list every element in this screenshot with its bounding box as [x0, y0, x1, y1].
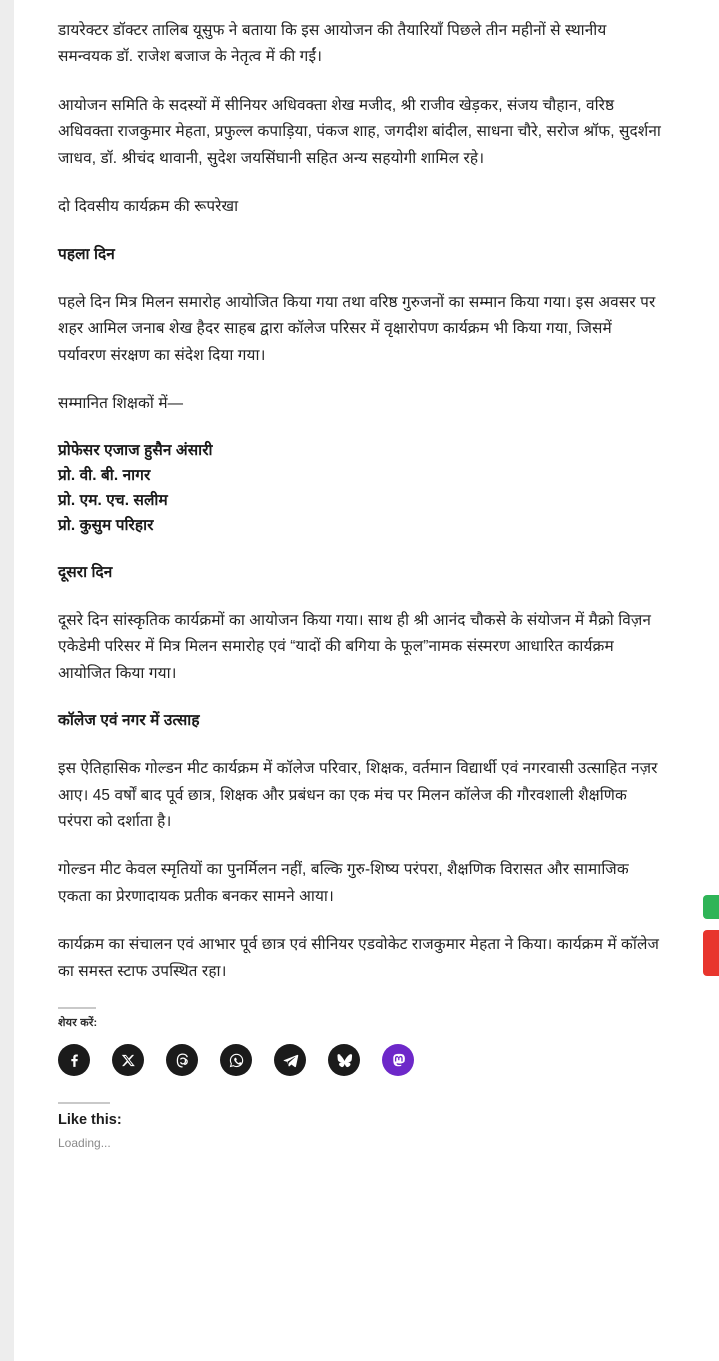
right-gutter [697, 0, 719, 1361]
threads-icon [174, 1052, 191, 1069]
side-tab-red[interactable] [703, 930, 719, 976]
paragraph-day-one: पहले दिन मित्र मिलन समारोह आयोजित किया गया तथा वरिष्ठ गुरुजनों का सम्मान किया गया। इस अवसर पर शहर आमिल जनाब शेख हैदर साहब द्वारा कॉलेज परिसर में वृक्षारोपण कार्यक्रम भी किया गया, जिसमें पर्यावरण संरक्षण का संदेश दिया गया। [58, 293, 656, 364]
bluesky-icon [336, 1052, 353, 1069]
like-loading-status: Loading... [58, 1136, 111, 1151]
paragraph-closing: कार्यक्रम का संचालन एवं आभार पूर्व छात्र एवं सीनियर एडवोकेट राजकुमार मेहता ने किया। कार्यक्रम में कॉलेज का समस्त स्टाफ उपस्थित रहा। [58, 936, 660, 980]
article-body [14, 0, 664, 1150]
like-this-title: Like this: [58, 1112, 122, 1129]
share-button-facebook[interactable] [58, 1044, 90, 1076]
side-tab-green[interactable] [703, 895, 719, 919]
share-button-threads[interactable] [166, 1044, 198, 1076]
facebook-icon [66, 1052, 83, 1069]
share-button-x[interactable] [112, 1044, 144, 1076]
honored-name: प्रो. एम. एच. सलीम [58, 492, 168, 510]
honored-name: प्रोफेसर एजाज हुसैन अंसारी [58, 442, 213, 460]
paragraph-committee: आयोजन समिति के सदस्यों में सीनियर अधिवक्ता शेख मजीद, श्री राजीव खेड़कर, संजय चौहान, वरिष्ठ अधिवक्ता राजकुमार मेहता, प्रफुल्ल कपाड़िया, पंकज शाह, जगदीश बांदील, साधना चौरे, सरोज श्रॉफ, सुदर्शना जाधव, डॉ. श्रीचंद थावानी, सुदेश जयसिंघानी सहित अन्य सहयोगी शामिल रहे। [58, 96, 661, 167]
share-label: शेयर करें: [58, 1017, 98, 1030]
share-button-telegram[interactable] [274, 1044, 306, 1076]
heading-day-one: पहला दिन [58, 245, 115, 263]
label-honored-teachers: सम्मानित शिक्षकों में— [58, 395, 184, 412]
left-rail [0, 0, 14, 1361]
whatsapp-icon [228, 1052, 245, 1069]
heading-enthusiasm: कॉलेज एवं नगर में उत्साह [58, 712, 200, 730]
share-button-whatsapp[interactable] [220, 1044, 252, 1076]
paragraph-enthusiasm: इस ऐतिहासिक गोल्डन मीट कार्यक्रम में कॉलेज परिवार, शिक्षक, वर्तमान विद्यार्थी एवं नगरवासी उत्साहित नज़र आए। 45 वर्षों बाद पूर्व छात्र, शिक्षक और प्रबंधन का एक मंच पर मिलन कॉलेज की गौरवशाली शैक्षणिक परंपरा को दर्शाता है। [58, 760, 658, 830]
paragraph-outline: दो दिवसीय कार्यक्रम की रूपरेखा [58, 198, 239, 216]
share-button-bluesky[interactable] [328, 1044, 360, 1076]
paragraph-day-two: दूसरे दिन सांस्कृतिक कार्यक्रमों का आयोजन किया गया। साथ ही श्री आनंद चौकसे के संयोजन में मैक्रो विज़न एकेडेमी परिसर में मित्र मिलन समारोह एवं “यादों की बगिया के फूल”नामक संस्मरण आधारित कार्यक्रम आयोजित किया गया। [58, 611, 652, 682]
paragraph-director: डायरेक्टर डॉक्टर तालिब यूसुफ ने बताया कि इस आयोजन की तैयारियाँ पिछले तीन महीनों से स्थानीय समन्वयक डॉ. राजेश बजाज के नेतृत्व में की गईं। [58, 22, 607, 66]
honored-name: प्रो. कुसुम परिहार [58, 517, 154, 535]
heading-day-two: दूसरा दिन [58, 564, 113, 582]
paragraph-legacy: गोल्डन मीट केवल स्मृतियों का पुनर्मिलन नहीं, बल्कि गुरु-शिष्य परंपरा, शैक्षणिक विरासत और सामाजिक एकता का प्रेरणादायक प्रतीक बनकर सामने आया। [58, 861, 629, 905]
telegram-icon [282, 1052, 299, 1069]
honored-name: प्रो. वी. बी. नागर [58, 467, 151, 485]
share-divider [58, 1007, 96, 1009]
like-divider [58, 1102, 110, 1104]
x-icon [121, 1053, 136, 1068]
share-buttons-row [58, 1044, 664, 1076]
mastodon-icon [390, 1052, 407, 1069]
share-button-mastodon[interactable] [382, 1044, 414, 1076]
honored-names-list [58, 439, 664, 539]
